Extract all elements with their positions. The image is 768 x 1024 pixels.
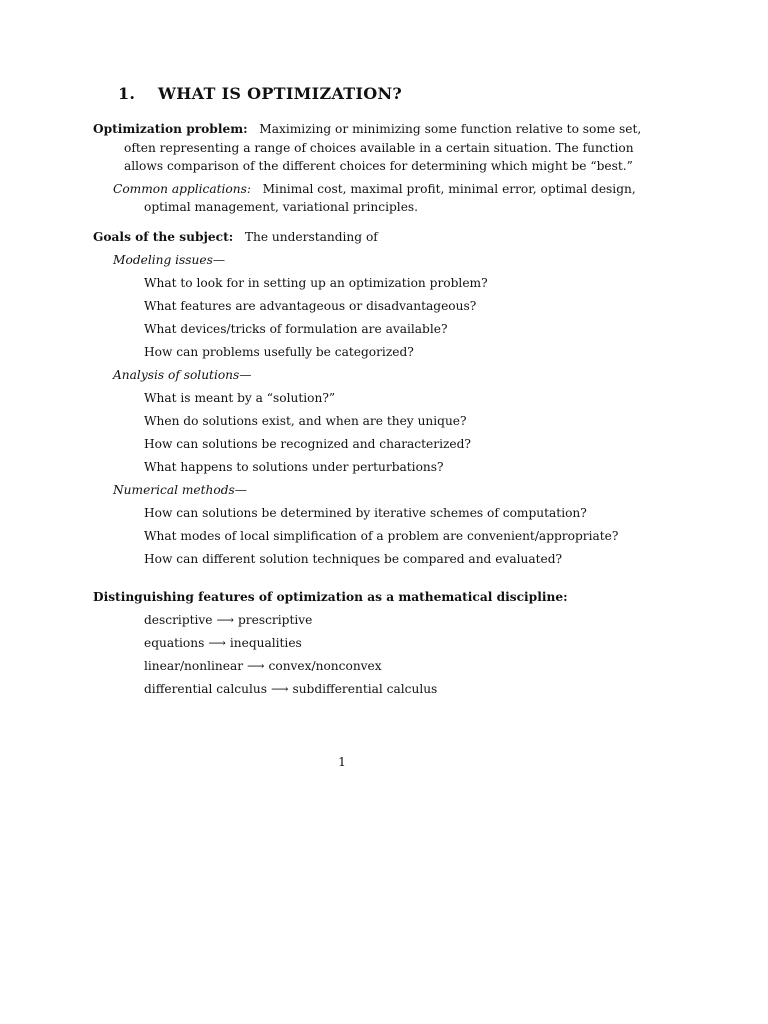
numerical-item-2: What modes of local simplification of a problem are convenient/appropriate?	[144, 529, 619, 543]
feature-from: equations	[144, 636, 205, 650]
section-title-text: WHAT IS OPTIMIZATION?	[158, 84, 403, 103]
feature-pair-1	[144, 612, 312, 628]
modeling-item-4: How can problems usefully be categorized?	[144, 345, 414, 359]
numerical-item-1: How can solutions be determined by iterative schemes of computation?	[144, 506, 587, 520]
goals-intro: The understanding of	[244, 230, 378, 244]
analysis-item-2: When do solutions exist, and when are they unique?	[144, 414, 467, 428]
feature-from: linear/nonlinear	[144, 659, 244, 673]
long-right-arrow-icon: ⟶	[270, 682, 289, 696]
optimization-problem-text-3: allows comparison of the different choices for determining which might be “best.”	[124, 159, 633, 173]
optimization-problem-line-1	[93, 121, 641, 137]
feature-to: subdifferential calculus	[292, 682, 438, 696]
distinguishing-heading: Distinguishing features of optimization as a mathematical discipline:	[93, 590, 568, 604]
numerical-item-3: How can different solution techniques be compared and evaluated?	[144, 552, 563, 566]
common-applications-line-1	[113, 181, 636, 197]
analysis-item-4: What happens to solutions under perturbations?	[144, 460, 444, 474]
common-applications-text-2: optimal management, variational principles.	[144, 200, 419, 214]
numerical-methods-label: Numerical methods—	[113, 483, 247, 497]
feature-to: convex/nonconvex	[268, 659, 382, 673]
analysis-item-3: How can solutions be recognized and characterized?	[144, 437, 471, 451]
feature-pair-2	[144, 635, 302, 651]
common-applications-label: Common applications:	[113, 182, 251, 196]
section-title	[118, 84, 402, 103]
feature-to: prescriptive	[238, 613, 313, 627]
long-right-arrow-icon: ⟶	[216, 613, 234, 627]
modeling-issues-label: Modeling issues—	[113, 253, 226, 267]
optimization-problem-text-2: often representing a range of choices available in a certain situation. The function	[124, 141, 634, 155]
optimization-problem-text-1: Maximizing or minimizing some function relative to some set,	[259, 122, 642, 136]
modeling-item-3: What devices/tricks of formulation are available?	[144, 322, 448, 336]
long-right-arrow-icon: ⟶	[208, 636, 226, 650]
feature-pair-3	[144, 658, 382, 674]
optimization-problem-heading: Optimization problem:	[93, 122, 248, 136]
section-number: 1.	[118, 84, 136, 103]
goals-line	[93, 229, 378, 245]
common-applications-text-1: Minimal cost, maximal profit, minimal error, optimal design,	[262, 182, 636, 196]
feature-from: descriptive	[144, 613, 213, 627]
feature-from: differential calculus	[144, 682, 267, 696]
long-right-arrow-icon: ⟶	[247, 659, 265, 673]
modeling-item-2: What features are advantageous or disadvantageous?	[144, 299, 477, 313]
goals-heading: Goals of the subject:	[93, 230, 234, 244]
page-number: 1	[338, 755, 346, 769]
analysis-item-1: What is meant by a “solution?”	[144, 391, 336, 405]
modeling-item-1: What to look for in setting up an optimization problem?	[144, 276, 488, 290]
analysis-of-solutions-label: Analysis of solutions—	[113, 368, 252, 382]
feature-pair-4	[144, 681, 437, 697]
feature-to: inequalities	[229, 636, 302, 650]
